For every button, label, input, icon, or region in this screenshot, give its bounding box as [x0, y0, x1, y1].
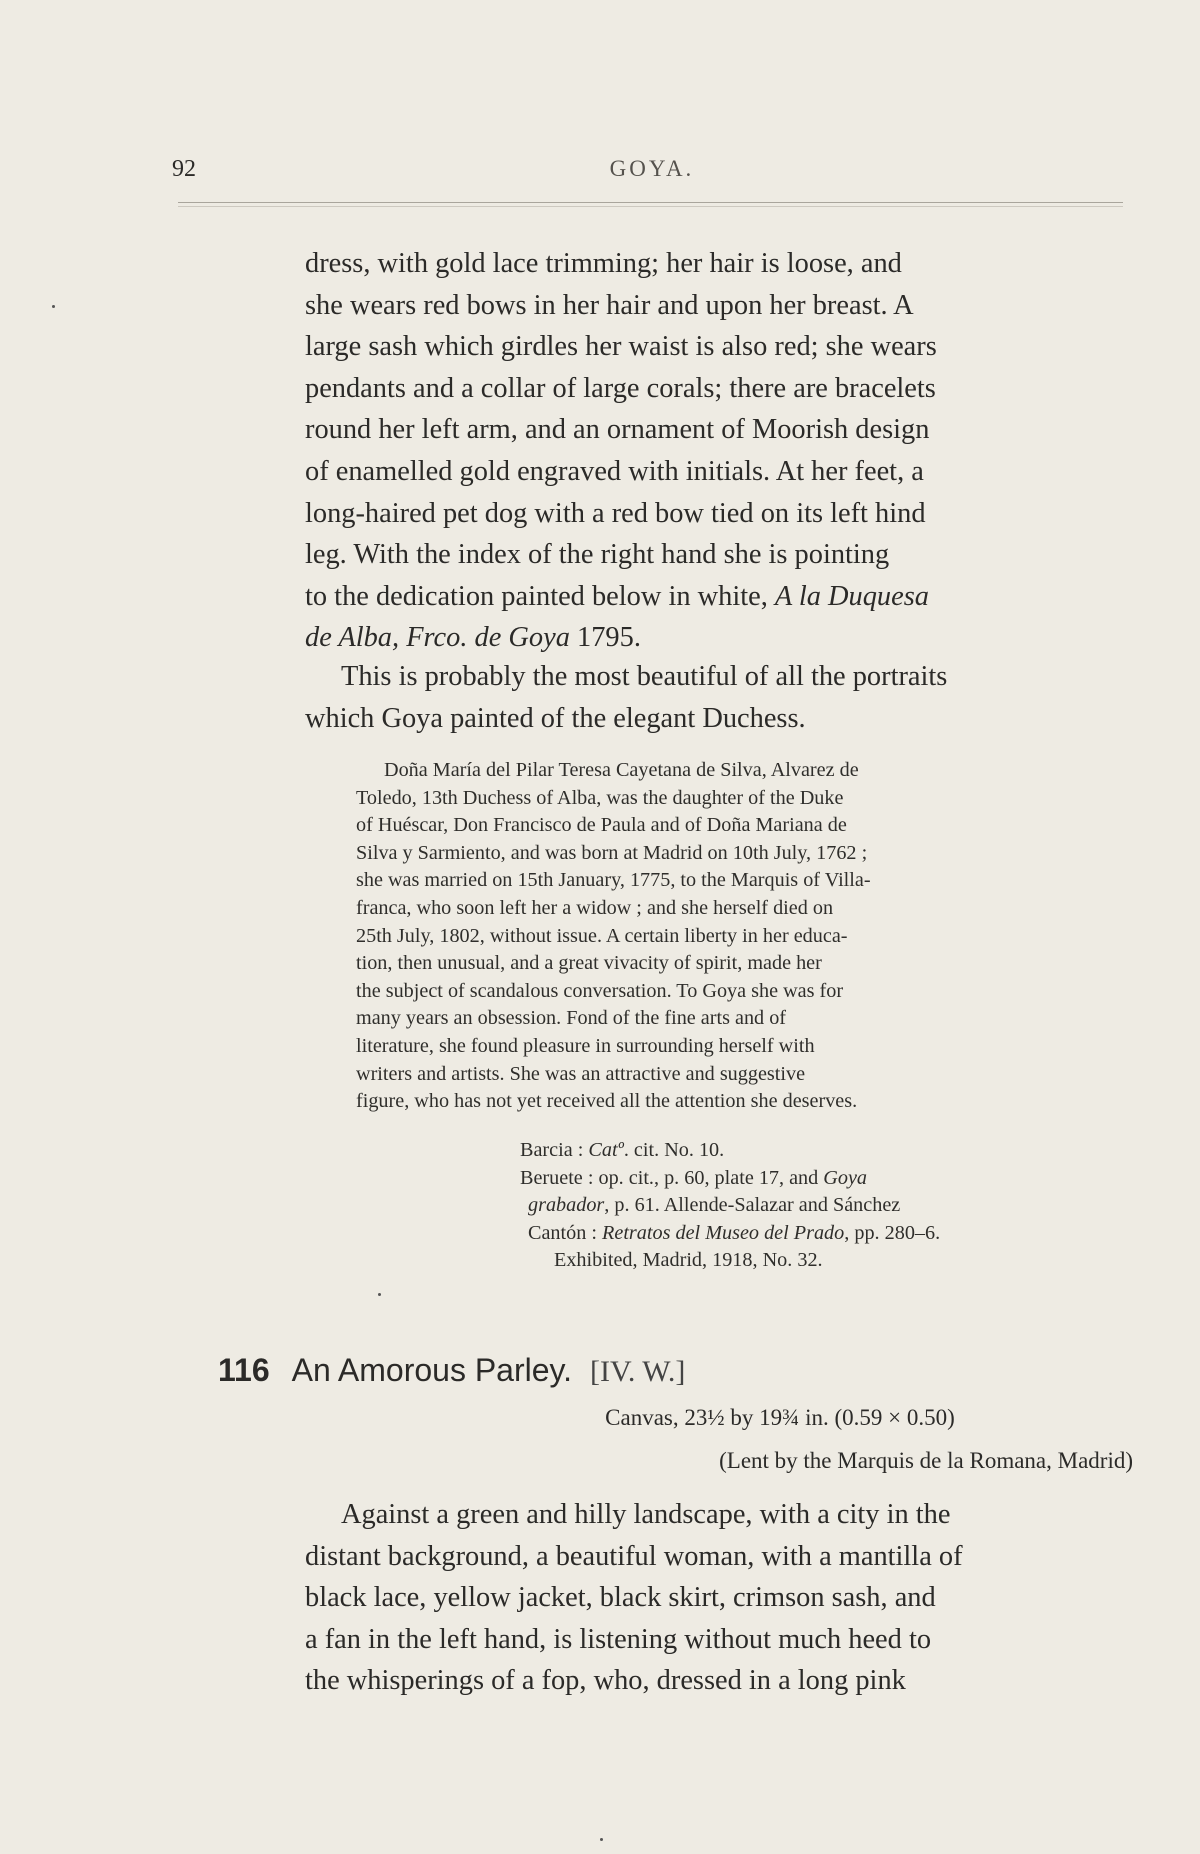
note-line: Silva y Sarmiento, and was born at Madrid on 10th July, 1762 ;: [356, 841, 868, 864]
ref-italic: Retratos del Museo del Prado: [602, 1221, 845, 1244]
text-segment: to the dedication painted below in white,: [305, 580, 768, 612]
text-line: leg. With the index of the right hand she is pointing: [305, 539, 890, 571]
text-line: which Goya painted of the elegant Duchess.: [305, 702, 806, 734]
running-title: GOYA.: [609, 156, 695, 181]
note-line: writers and artists. She was an attractive and suggestive: [356, 1062, 806, 1085]
note-line: figure, who has not yet received all the attention she deserves.: [356, 1090, 858, 1113]
ref-text: Beruete : op. cit., p. 60, plate 17, and: [520, 1166, 824, 1189]
dedication-text: de Alba, Frco. de Goya: [305, 622, 570, 654]
references: [520, 1137, 1132, 1275]
note-line: franca, who soon left her a widow ; and she herself died on: [356, 896, 834, 919]
note-line: she was married on 15th January, 1775, to the Marquis of Villa-: [356, 869, 871, 892]
catalogue-entry-heading: [218, 1352, 1138, 1398]
note-line: 25th July, 1802, without issue. A certain liberty in her educa-: [356, 924, 848, 947]
page-number: 92: [172, 156, 196, 182]
text-line: This is probably the most beautiful of all the portraits: [341, 661, 948, 692]
note-line: of Huéscar, Don Francisco de Paula and of Doña Mariana de: [356, 814, 847, 837]
note-line: literature, she found pleasure in surrounding herself with: [356, 1034, 815, 1057]
dedication-year: 1795.: [577, 622, 641, 654]
note-line: many years an obsession. Fond of the fine arts and of: [356, 1007, 787, 1030]
header-rule-secondary: [178, 206, 1123, 207]
entry-lender: (Lent by the Marquis de la Romana, Madrid): [719, 1448, 1133, 1473]
note-line: Toledo, 13th Duchess of Alba, was the daughter of the Duke: [356, 786, 844, 809]
entry-description: [305, 1494, 1125, 1702]
reference-beruete-cont: [520, 1192, 1132, 1220]
ref-text: Cantón :: [528, 1221, 603, 1244]
printing-speck: [52, 305, 55, 308]
text-line: round her left arm, and an ornament of Moorish design: [305, 414, 930, 446]
page-header: [172, 156, 1132, 196]
entry-medium: Canvas, 23½ by 19¾ in. (0.59 × 0.50): [605, 1405, 955, 1430]
ref-italic: grabador: [528, 1194, 605, 1217]
reference-exhibited: Exhibited, Madrid, 1918, No. 32.: [554, 1249, 823, 1272]
text-line: dress, with gold lace trimming; her hair is loose, and: [305, 248, 902, 279]
text-line: long-haired pet dog with a red bow tied on its left hind: [305, 497, 926, 529]
remark-paragraph: [305, 656, 1125, 739]
text-line: pendants and a collar of large corals; there are bracelets: [305, 372, 936, 404]
text-line: she wears red bows in her hair and upon her breast. A: [305, 289, 914, 321]
text-line: distant background, a beautiful woman, with a mantilla of: [305, 1540, 963, 1572]
text-line: black lace, yellow jacket, black skirt, crimson sash, and: [305, 1582, 936, 1614]
note-line: Doña María del Pilar Teresa Cayetana de Silva, Alvarez de: [384, 759, 859, 781]
reference-barcia: [520, 1137, 1132, 1165]
text-line: [305, 617, 1125, 659]
text-line: large sash which girdles her waist is also red; she wears: [305, 331, 937, 363]
text-line: a fan in the left hand, is listening without much heed to: [305, 1623, 932, 1655]
ref-text: , p. 61. Allende-Salazar and Sánchez: [604, 1194, 901, 1217]
entry-number: 116: [218, 1352, 270, 1388]
ref-text: Barcia :: [520, 1139, 589, 1161]
text-line: of enamelled gold engraved with initials. At her feet, a: [305, 455, 924, 487]
entry-title: An Amorous Parley.: [291, 1352, 573, 1388]
dedication-text: A la Duquesa: [774, 580, 929, 612]
text-line: Against a green and hilly landscape, with a city in the: [341, 1499, 951, 1530]
note-line: tion, then unusual, and a great vivacity of spirit, made her: [356, 952, 822, 975]
ref-italic: Catº: [588, 1139, 624, 1161]
reference-beruete: [520, 1165, 1132, 1193]
header-rule: [178, 202, 1123, 203]
biographical-note: [356, 757, 1131, 1116]
printing-speck: [600, 1838, 603, 1841]
text-line: the whisperings of a fop, who, dressed in a long pink: [305, 1665, 906, 1697]
description-paragraph: [305, 243, 1125, 659]
printing-speck: [378, 1293, 381, 1296]
reference-beruete-cont: [520, 1220, 1132, 1248]
note-line: the subject of scandalous conversation. To Goya she was for: [356, 979, 844, 1002]
entry-code: [IV. W.]: [590, 1355, 686, 1388]
ref-italic: Goya: [823, 1166, 868, 1189]
ref-text: , pp. 280–6.: [844, 1221, 941, 1244]
text-line: [305, 576, 1125, 618]
ref-text: . cit. No. 10.: [623, 1139, 725, 1161]
